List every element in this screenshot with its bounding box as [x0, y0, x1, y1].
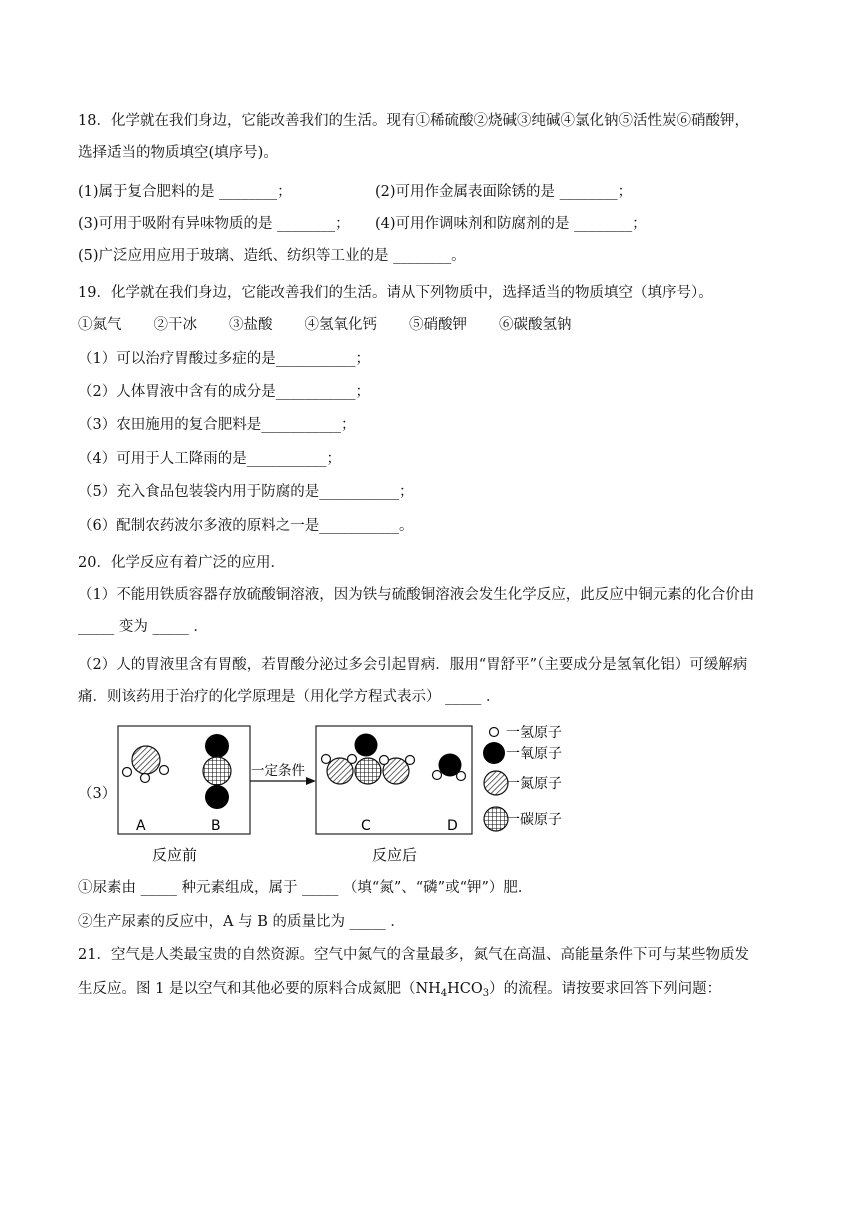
molecule-d: [433, 754, 466, 781]
q19-option-4: ④氢氧化钙: [304, 317, 377, 333]
q20-part2-line1: （2）人的胃液里含有胃酸，若胃酸分泌过多会引起胃病．服用“胃舒平”（主要成分是氢氧化铝）可缓解病: [78, 657, 748, 673]
q20-stem: 20．化学反应有着广泛的应用．: [78, 555, 285, 571]
q19-option-5: ⑤硝酸钾: [409, 317, 467, 333]
before-caption: 反应前: [152, 846, 198, 864]
molecule-c: [322, 734, 415, 785]
legend-oxygen-symbol: [483, 742, 505, 764]
q20-sub2: ②生产尿素的反应中，A 与 B 的质量比为 _____ ．: [78, 914, 405, 930]
legend-hydrogen: 一氢原子: [506, 725, 562, 741]
q21-sub-3: 3: [482, 988, 490, 999]
q18-part4: (4)可用作调味剂和防腐剂的是 ________；: [375, 216, 647, 232]
q18-part2: (2)可用作金属表面除锈的是 ________；: [375, 184, 633, 200]
molecule-b: [203, 734, 231, 809]
after-caption: 反应后: [372, 846, 418, 864]
legend: [483, 725, 562, 831]
q19-stem: 19．化学就在我们身边，它能改善我们的生活。请从下列物质中，选择适当的物质填空（填序号）。: [78, 285, 713, 301]
q19-part1: （1）可以治疗胃酸过多症的是___________；: [78, 351, 370, 367]
q20-sub1: ①尿素由 _____ 种元素组成，属于 _____ （填“氮”、“磷”或“钾”）肥．: [78, 880, 533, 896]
q19-part3: （3）农田施用的复合肥料是___________；: [78, 417, 356, 433]
q21-stem-part-a: 生反应。图 1 是以空气和其他必要的原料合成氮肥（NH: [78, 981, 441, 997]
q21-stem-part-c: ）的流程。请按要求回答下列问题：: [489, 981, 722, 997]
legend-carbon-symbol: [484, 807, 508, 831]
q19-option-6: ⑥碳酸氢钠: [499, 317, 572, 333]
q20-part1-line2: _____ 变为 _____ ．: [78, 619, 208, 635]
q19-part5: （5）充入食品包装袋内用于防腐的是___________；: [78, 484, 414, 500]
reaction-arrow-head: [306, 777, 316, 785]
q19-option-3: ③盐酸: [229, 317, 273, 333]
legend-nitrogen: 一氮原子: [506, 776, 562, 792]
label-c: C: [361, 818, 371, 834]
legend-hydrogen-symbol: [490, 728, 499, 737]
legend-oxygen: 一氧原子: [506, 746, 562, 762]
label-a: A: [136, 818, 146, 834]
legend-carbon: 一碳原子: [506, 812, 562, 828]
q19-part2: （2）人体胃液中含有的成分是___________；: [78, 384, 370, 400]
q20-part3-label: （3）: [78, 786, 117, 802]
q19-part6: （6）配制农药波尔多液的原料之一是___________。: [78, 518, 414, 534]
label-b: B: [211, 818, 221, 834]
q21-stem-line1: 21．空气是人类最宝贵的自然资源。空气中氮气的含量最多，氮气在高温、高能量条件下可与某些物质发: [78, 947, 749, 963]
q21-stem-line2: [78, 979, 721, 1004]
q18-part5: (5)广泛应用应用于玻璃、造纸、纺织等工业的是 ________。: [78, 248, 466, 264]
q19-option-2: ②干冰: [153, 317, 197, 333]
q20-part2-line2: 痛．则该药用于治疗的化学原理是（用化学方程式表示） _____ ．: [78, 689, 501, 705]
q21-sub-4: 4: [440, 988, 448, 999]
q18-stem-line1: 18．化学就在我们身边，它能改善我们的生活。现有①稀硫酸②烧碱③纯碱④氯化钠⑤活性炭⑥硝酸钾，: [78, 113, 749, 129]
q18-part3: (3)可用于吸附有异味物质的是 ________；: [78, 216, 350, 232]
q19-part4: （4）可用于人工降雨的是___________；: [78, 451, 341, 467]
q18-stem-line2: 选择适当的物质填空(填序号)。: [78, 145, 278, 161]
legend-nitrogen-symbol: [484, 771, 508, 795]
molecule-a: [123, 746, 169, 783]
label-d: D: [447, 818, 458, 834]
q21-stem-part-b: HCO: [447, 981, 483, 997]
q19-option-1: ①氮气: [78, 317, 122, 333]
q18-part1: (1)属于复合肥料的是 ________；: [78, 184, 292, 200]
arrow-condition: 一定条件: [251, 763, 305, 779]
q20-part1-line1: （1）不能用铁质容器存放硫酸铜溶液，因为铁与硫酸铜溶液会发生化学反应，此反应中铜元素的化合价由: [78, 587, 755, 603]
